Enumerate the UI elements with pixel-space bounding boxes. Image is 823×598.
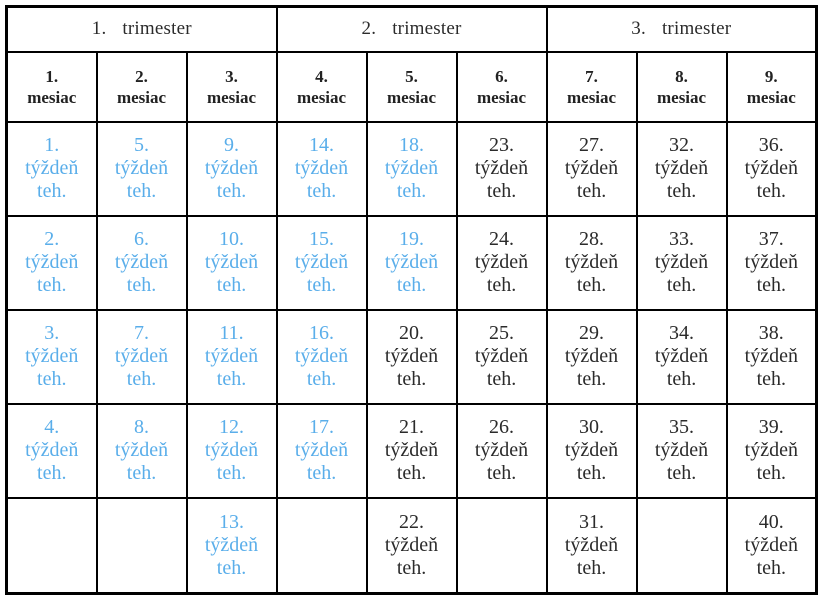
week-word: týždeň [474, 345, 529, 367]
week-number: 14. [309, 134, 335, 156]
month-header-3 [187, 52, 277, 122]
week-suffix: teh. [666, 180, 697, 202]
week-cell [367, 404, 457, 498]
week-number: 32. [669, 134, 695, 156]
week-suffix: teh. [216, 274, 247, 296]
week-cell [97, 216, 187, 310]
month-label: mesiac [386, 87, 437, 107]
week-suffix: teh. [396, 274, 427, 296]
week-number: 2. [44, 228, 60, 250]
week-number: 25. [489, 322, 515, 344]
week-cell [457, 216, 547, 310]
week-cell [97, 404, 187, 498]
week-cell [727, 216, 817, 310]
week-word: týždeň [204, 251, 259, 273]
week-number: 17. [309, 416, 335, 438]
week-word: týždeň [25, 439, 79, 461]
month-number: 1. [45, 66, 59, 86]
week-cell [637, 216, 727, 310]
week-suffix: teh. [126, 368, 157, 390]
week-suffix: teh. [756, 368, 787, 390]
week-word: týždeň [744, 533, 798, 556]
week-number: 20. [399, 322, 425, 344]
week-suffix: teh. [306, 274, 337, 296]
week-suffix: teh. [37, 274, 67, 296]
week-suffix: teh. [306, 180, 337, 202]
week-suffix: teh. [37, 462, 67, 484]
week-suffix: teh. [216, 180, 247, 202]
month-number: 3. [225, 66, 238, 86]
week-number: 29. [579, 322, 605, 344]
month-header-1 [7, 52, 97, 122]
week-word: týždeň [744, 251, 798, 273]
week-word: týždeň [114, 157, 169, 179]
week-number: 11. [219, 322, 244, 344]
week-suffix: teh. [576, 180, 607, 202]
week-number: 22. [399, 510, 425, 533]
week-number: 36. [758, 134, 784, 156]
week-word: týždeň [384, 439, 439, 461]
month-number: 5. [405, 66, 418, 86]
week-cell [457, 404, 547, 498]
week-suffix: teh. [576, 556, 607, 579]
week-suffix: teh. [396, 180, 427, 202]
week-suffix: teh. [396, 462, 427, 484]
week-cell [277, 310, 367, 404]
week-cell [547, 310, 637, 404]
week-word: týždeň [114, 439, 169, 461]
week-number: 3. [44, 322, 60, 344]
month-number: 2. [135, 66, 148, 86]
empty-cell [97, 498, 187, 594]
week-number: 33. [669, 228, 695, 250]
month-label: mesiac [476, 87, 527, 107]
week-cell [97, 310, 187, 404]
week-number: 27. [579, 134, 605, 156]
empty-cell [457, 498, 547, 594]
week-cell [7, 404, 97, 498]
week-cell [277, 122, 367, 216]
week-row [7, 404, 817, 498]
week-word: týždeň [204, 439, 259, 461]
month-header-4 [277, 52, 367, 122]
week-suffix: teh. [666, 368, 697, 390]
week-word: týždeň [564, 533, 619, 556]
week-word: týždeň [564, 157, 619, 179]
week-word: týždeň [474, 157, 529, 179]
week-cell [637, 404, 727, 498]
week-cell [637, 310, 727, 404]
week-suffix: teh. [756, 180, 787, 202]
week-number: 18. [399, 134, 425, 156]
month-label: mesiac [656, 87, 707, 107]
month-header-9 [727, 52, 817, 122]
week-number: 38. [758, 322, 784, 344]
week-number: 12. [219, 416, 245, 438]
month-header-2 [97, 52, 187, 122]
week-cell [547, 122, 637, 216]
week-word: týždeň [114, 345, 169, 367]
week-suffix: teh. [306, 368, 337, 390]
week-suffix: teh. [486, 462, 517, 484]
week-number: 4. [44, 416, 60, 438]
trimester-number: 1. [91, 18, 107, 40]
week-word: týždeň [294, 157, 349, 179]
empty-cell [277, 498, 367, 594]
month-header-6 [457, 52, 547, 122]
week-suffix: teh. [126, 180, 157, 202]
week-suffix: teh. [486, 274, 517, 296]
week-word: týždeň [654, 345, 709, 367]
month-label: mesiac [296, 87, 347, 107]
week-number: 35. [669, 416, 695, 438]
week-word: týždeň [294, 345, 349, 367]
week-suffix: teh. [37, 368, 67, 390]
week-word: týždeň [114, 251, 169, 273]
week-suffix: teh. [216, 462, 247, 484]
week-cell [457, 310, 547, 404]
week-number: 7. [134, 322, 149, 344]
week-word: týždeň [25, 251, 79, 273]
week-word: týždeň [744, 439, 798, 461]
week-number: 23. [489, 134, 515, 156]
month-header-5 [367, 52, 457, 122]
month-number: 8. [675, 66, 688, 86]
week-number: 24. [489, 228, 515, 250]
week-suffix: teh. [576, 274, 607, 296]
trimester-number: 2. [361, 18, 377, 40]
trimester-label: trimester [661, 18, 732, 40]
week-row [7, 216, 817, 310]
trimester-2-header [277, 7, 547, 52]
week-number: 31. [579, 510, 605, 533]
week-cell [637, 122, 727, 216]
trimester-number: 3. [631, 18, 646, 40]
week-number: 15. [309, 228, 335, 250]
week-word: týždeň [564, 345, 619, 367]
week-suffix: teh. [486, 180, 517, 202]
week-number: 9. [224, 134, 240, 156]
week-suffix: teh. [37, 180, 67, 202]
week-number: 28. [579, 228, 605, 250]
week-word: týždeň [654, 439, 709, 461]
week-word: týždeň [204, 157, 259, 179]
week-suffix: teh. [756, 556, 787, 579]
trimester-header-row [7, 7, 817, 52]
week-word: týždeň [654, 157, 709, 179]
month-number: 7. [585, 66, 598, 86]
week-word: týždeň [25, 157, 79, 179]
week-number: 10. [219, 228, 245, 250]
week-cell [7, 310, 97, 404]
week-cell [727, 404, 817, 498]
week-number: 30. [579, 416, 605, 438]
week-cell [187, 404, 277, 498]
week-word: týždeň [474, 439, 529, 461]
month-label: mesiac [206, 87, 257, 107]
month-header-7 [547, 52, 637, 122]
week-cell [727, 310, 817, 404]
week-number: 39. [758, 416, 784, 438]
month-label: mesiac [746, 87, 796, 107]
week-suffix: teh. [666, 462, 697, 484]
week-word: týždeň [384, 251, 439, 273]
week-number: 21. [399, 416, 425, 438]
week-number: 19. [399, 228, 425, 250]
week-number: 5. [134, 134, 149, 156]
week-suffix: teh. [126, 274, 157, 296]
week-number: 6. [134, 228, 149, 250]
week-suffix: teh. [126, 462, 157, 484]
week-suffix: teh. [756, 274, 787, 296]
week-cell [277, 404, 367, 498]
week-number: 40. [758, 510, 784, 533]
week-cell [727, 122, 817, 216]
month-label: mesiac [27, 87, 77, 107]
week-number: 16. [309, 322, 335, 344]
week-suffix: teh. [216, 556, 247, 579]
week-cell [7, 216, 97, 310]
week-cell [367, 122, 457, 216]
month-header-row [7, 52, 817, 122]
week-number: 1. [44, 134, 60, 156]
month-number: 9. [764, 66, 778, 86]
week-number: 13. [219, 510, 245, 533]
week-row [7, 310, 817, 404]
week-row [7, 122, 817, 216]
week-number: 8. [134, 416, 149, 438]
week-word: týždeň [204, 345, 259, 367]
week-word: týždeň [654, 251, 709, 273]
empty-cell [637, 498, 727, 594]
trimester-1-header [7, 7, 277, 52]
week-cell [727, 498, 817, 594]
month-number: 6. [495, 66, 508, 86]
week-suffix: teh. [486, 368, 517, 390]
week-suffix: teh. [576, 368, 607, 390]
week-word: týždeň [384, 533, 439, 556]
month-header-8 [637, 52, 727, 122]
week-number: 37. [758, 228, 784, 250]
week-number: 34. [669, 322, 695, 344]
week-cell [367, 310, 457, 404]
week-cell [367, 216, 457, 310]
week-cell [187, 216, 277, 310]
week-cell [277, 216, 367, 310]
trimester-label: trimester [122, 18, 192, 40]
week-suffix: teh. [216, 368, 247, 390]
month-number: 4. [315, 66, 328, 86]
trimester-label: trimester [392, 18, 462, 40]
week-word: týždeň [744, 345, 798, 367]
week-row [7, 498, 817, 594]
week-suffix: teh. [396, 556, 427, 579]
week-cell [457, 122, 547, 216]
week-cell [367, 498, 457, 594]
month-label: mesiac [116, 87, 167, 107]
week-cell [187, 498, 277, 594]
week-cell [7, 122, 97, 216]
empty-cell [7, 498, 97, 594]
week-number: 26. [489, 416, 515, 438]
week-cell [187, 310, 277, 404]
week-word: týždeň [25, 345, 79, 367]
month-label: mesiac [566, 87, 617, 107]
week-suffix: teh. [576, 462, 607, 484]
week-word: týždeň [474, 251, 529, 273]
week-word: týždeň [744, 157, 798, 179]
week-word: týždeň [384, 345, 439, 367]
week-cell [547, 216, 637, 310]
week-cell [97, 122, 187, 216]
week-cell [547, 404, 637, 498]
week-word: týždeň [294, 251, 349, 273]
week-word: týždeň [384, 157, 439, 179]
week-suffix: teh. [306, 462, 337, 484]
week-word: týždeň [294, 439, 349, 461]
week-word: týždeň [204, 533, 259, 556]
trimester-3-header [547, 7, 817, 52]
week-cell [547, 498, 637, 594]
week-word: týždeň [564, 251, 619, 273]
pregnancy-weeks-table [5, 5, 818, 595]
week-suffix: teh. [666, 274, 697, 296]
week-word: týždeň [564, 439, 619, 461]
week-cell [187, 122, 277, 216]
week-suffix: teh. [396, 368, 427, 390]
week-suffix: teh. [756, 462, 787, 484]
